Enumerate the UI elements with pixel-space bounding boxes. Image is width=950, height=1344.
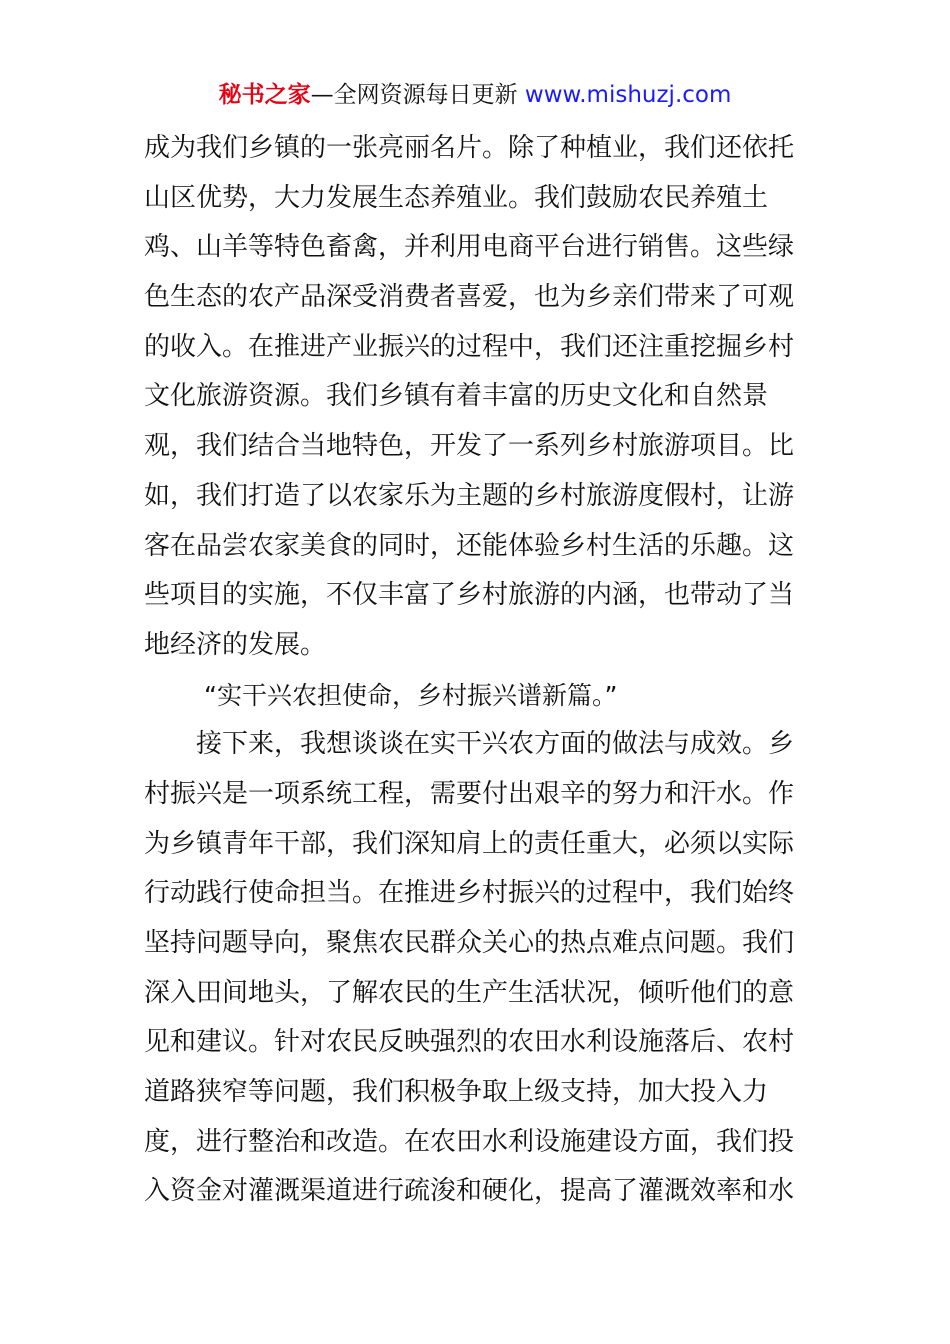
text-line: 山区优势，大力发展生态养殖业。我们鼓励农民养殖土 [144, 182, 769, 213]
text-line: 的收入。在推进产业振兴的过程中，我们还注重挖掘乡村 [144, 331, 795, 362]
text-line: 鸡、山羊等特色畜禽，并利用电商平台进行销售。这些绿 [144, 232, 795, 263]
text-line: 成为我们乡镇的一张亮丽名片。除了种植业，我们还依托 [144, 133, 795, 163]
body-text [144, 124, 808, 1217]
text-line: 如，我们打造了以农家乐为主题的乡村旅游度假村，让游 [144, 480, 795, 511]
site-url-link[interactable]: www.mishuzj.com [524, 82, 732, 108]
section-heading-quote: “实干兴农担使命，乡村振兴谱新篇。” [204, 680, 618, 710]
text-line: 地经济的发展。 [144, 629, 327, 660]
text-line: 村振兴是一项系统工程，需要付出艰辛的努力和汗水。作 [144, 778, 795, 809]
text-line: 深入田间地头，了解农民的生产生活状况，倾听他们的意 [144, 977, 795, 1008]
text-line: 坚持问题导向，聚焦农民群众关心的热点难点问题。我们 [144, 928, 795, 958]
text-line: 行动践行使命担当。在推进乡村振兴的过程中，我们始终 [144, 878, 795, 909]
text-line: 观，我们结合当地特色，开发了一系列乡村旅游项目。比 [144, 431, 795, 462]
paragraph-first-line: 接下来，我想谈谈在实干兴农方面的做法与成效。乡 [196, 729, 795, 760]
brand-name: 秘书之家 [218, 82, 311, 108]
text-line: 见和建议。针对农民反映强烈的农田水利设施落后、农村 [144, 1027, 795, 1058]
text-line: 道路狭窄等问题，我们积极争取上级支持，加大投入力 [144, 1077, 769, 1108]
text-line: 入资金对灌溉渠道进行疏浚和硬化，提高了灌溉效率和水 [144, 1176, 795, 1207]
text-line: 色生态的农产品深受消费者喜爱，也为乡亲们带来了可观 [144, 282, 795, 313]
text-line: 为乡镇青年干部，我们深知肩上的责任重大，必须以实际 [144, 828, 795, 859]
text-line: 些项目的实施，不仅丰富了乡村旅游的内涵，也带动了当 [144, 580, 795, 611]
header-tagline: —全网资源每日更新 [310, 82, 525, 108]
text-line: 客在品尝农家美食的同时，还能体验乡村生活的乐趣。这 [144, 530, 795, 561]
site-header [0, 80, 950, 110]
text-line: 文化旅游资源。我们乡镇有着丰富的历史文化和自然景 [144, 381, 769, 412]
text-line: 度，进行整治和改造。在农田水利设施建设方面，我们投 [144, 1126, 795, 1157]
